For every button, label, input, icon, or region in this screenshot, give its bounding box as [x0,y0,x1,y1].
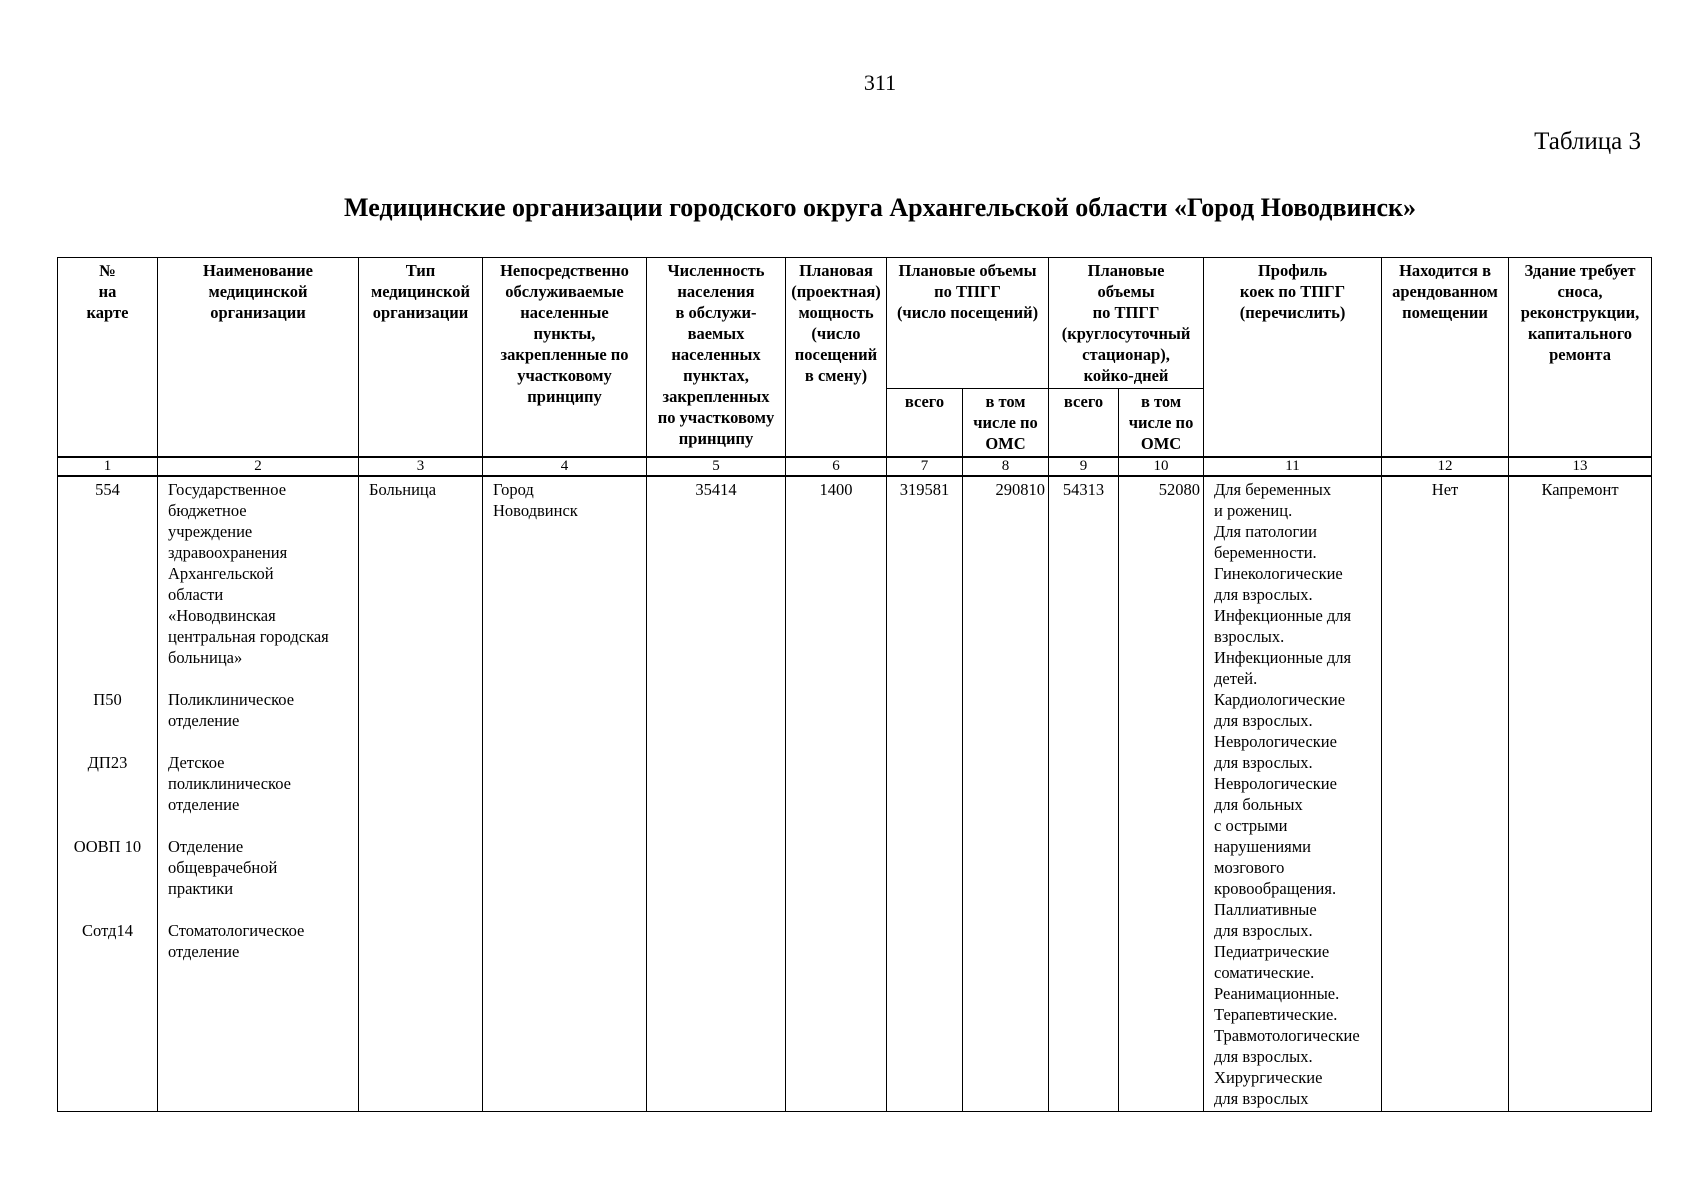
header-capacity [786,258,887,458]
text-line: закрепленных [662,387,770,406]
header-visits-total [887,389,963,458]
text-line: для больных [1214,795,1303,814]
text-line: Сотд14 [82,921,133,940]
medical-organizations-table [57,257,1652,1112]
text-line [61,899,154,920]
population-cell: 35414 [647,476,786,1112]
text-line: населенные [520,303,609,322]
text-line: всего [904,392,945,411]
column-number: 10 [1119,457,1204,476]
text-line: обслуживаемые [505,282,624,301]
text-line [61,815,154,836]
text-line: (число посещений) [896,303,1039,322]
text-line [61,878,154,899]
text-line: Кардиологические [1214,690,1346,709]
text-line: и рожениц. [1214,501,1293,520]
text-line: пунктах, [683,366,749,385]
building-state-cell: Капремонт [1509,476,1652,1112]
org-name-cell [158,476,359,1112]
text-line: Численность [667,261,765,280]
text-line: в смену) [804,366,868,385]
text-line: (число [811,324,861,343]
text-line: Непосредственно [500,261,629,280]
text-line: ОМС [1140,434,1182,453]
text-line: области [168,585,224,604]
text-line: Хирургические [1214,1068,1323,1087]
text-line: соматические. [1214,963,1315,982]
table-label: Таблица 3 [1534,128,1641,155]
text-line: здравоохранения [168,543,288,562]
column-number: 9 [1049,457,1119,476]
text-line [61,542,154,563]
table-row [58,476,1652,1112]
text-line: для взрослых [1214,1089,1309,1108]
text-line: пункты, [533,324,596,343]
text-line: Отделение [168,837,244,856]
text-line: Плановые объемы [898,261,1037,280]
text-line: больница» [168,648,243,667]
text-line: ОМС [985,434,1026,453]
text-line: населения [677,282,755,301]
text-line: ремонта [1549,345,1611,364]
text-line: на [98,282,117,301]
visits-oms-cell: 290810 [963,476,1049,1112]
text-line: (круглосуточный [1061,324,1191,343]
column-number: 5 [647,457,786,476]
text-line: отделение [168,711,240,730]
text-line: стационар), [1082,345,1170,364]
text-line: Стоматологическое [168,921,305,940]
text-line [61,710,154,731]
beddays-oms-cell: 52080 [1119,476,1204,1112]
text-line: Инфекционные для [1214,606,1352,625]
text-line [61,563,154,584]
text-line: Государственное [168,480,287,499]
text-line: ООВП 10 [73,837,142,856]
text-line [61,794,154,815]
text-line: нарушениями [1214,837,1312,856]
org-type-cell: Больница [359,476,483,1112]
text-line: Профиль [1257,261,1328,280]
text-line: отделение [168,795,240,814]
text-line: Травмотологические [1214,1026,1360,1045]
text-line: (перечислить) [1239,303,1346,322]
column-number: 1 [58,457,158,476]
text-line [61,521,154,542]
text-line: Архангельской [168,564,274,583]
text-line: Тип [405,261,436,280]
header-building-state [1509,258,1652,458]
text-line: по участковому [657,408,775,427]
column-number: 11 [1204,457,1382,476]
text-line: койко-дней [1083,366,1169,385]
text-line: коек по ТПГГ [1239,282,1346,301]
text-line: по ТПГГ [934,282,1001,301]
text-line: центральная городская [168,627,329,646]
text-line: в том [1140,392,1182,411]
map-number-cell [58,476,158,1112]
header-bed-days [1049,258,1204,389]
text-line: числе по [973,413,1038,432]
text-line: Находится в [1399,261,1491,280]
text-line: Наименование [203,261,313,280]
text-line [168,731,355,752]
text-line [168,668,355,689]
text-line: по ТПГГ [1092,303,1160,322]
text-line: медицинской [208,282,308,301]
visits-total-cell: 319581 [887,476,963,1112]
column-number: 12 [1382,457,1509,476]
column-number: 6 [786,457,887,476]
text-line: бюджетное [168,501,247,520]
text-line: Плановая [799,261,873,280]
bed-profiles-cell [1204,476,1382,1112]
text-line: Гинекологические [1214,564,1343,583]
text-line: Город [493,480,534,499]
header-settlements [483,258,647,458]
text-line: ваемых [687,324,745,343]
capacity-cell: 1400 [786,476,887,1112]
header-org-name [158,258,359,458]
header-visits [887,258,1049,389]
text-line: закрепленные по [500,345,629,364]
text-line: в обслужи- [675,303,757,322]
text-line: для взрослых. [1214,711,1313,730]
text-line: Новодвинск [493,501,578,520]
column-number: 7 [887,457,963,476]
text-line: с острыми [1214,816,1288,835]
text-line: Здание требует [1524,261,1636,280]
header-rented [1382,258,1509,458]
text-line [168,815,355,836]
text-line: Терапевтические. [1214,1005,1338,1024]
header-map-number [58,258,158,458]
text-line [61,626,154,647]
text-line: общеврачебной [168,858,278,877]
header-visits-oms [963,389,1049,458]
text-line: мощность [798,303,874,322]
text-line: Паллиативные [1214,900,1317,919]
settlements-cell [483,476,647,1112]
text-line: объемы [1097,282,1155,301]
text-line: реконструкции, [1520,303,1640,322]
text-line: организации [372,303,469,322]
text-line: практики [168,879,234,898]
text-line: мозгового [1214,858,1285,877]
page-title: Медицинские организации городского округа Архангельской области «Город Новодвинск» [344,193,1416,222]
text-line: кровообращения. [1214,879,1337,898]
header-beddays-total [1049,389,1119,458]
text-line: в том [985,392,1026,411]
text-line: сноса, [1557,282,1603,301]
column-number-row [58,457,1652,476]
text-line: числе по [1128,413,1194,432]
header-org-type [359,258,483,458]
text-line: Педиатрические [1214,942,1330,961]
page-number: 311 [863,70,897,95]
text-line: посещений [794,345,878,364]
text-line: взрослых. [1214,627,1285,646]
column-number: 2 [158,457,359,476]
header-population [647,258,786,458]
text-line [61,773,154,794]
text-line [61,605,154,626]
text-line: организации [210,303,306,322]
text-line: детей. [1214,669,1258,688]
text-line: Для патологии [1214,522,1317,541]
text-line: для взрослых. [1214,921,1313,940]
text-line: поликлиническое [168,774,291,793]
text-line: (проектная) [791,282,881,301]
text-line: принципу [678,429,754,448]
text-line: № [99,261,116,280]
text-line: ДП23 [87,753,128,772]
text-line: для взрослых. [1214,1047,1313,1066]
text-line: «Новодвинская [168,606,276,625]
text-line: учреждение [168,522,253,541]
text-line: Неврологические [1214,774,1337,793]
text-line: принципу [527,387,602,406]
header-bed-profiles [1204,258,1382,458]
text-line [61,731,154,752]
text-line: участковому [517,366,612,385]
text-line: медицинской [370,282,471,301]
text-line: Инфекционные для [1214,648,1352,667]
text-line: Для беременных [1214,480,1332,499]
text-line [168,899,355,920]
text-line [61,857,154,878]
text-line: беременности. [1214,543,1317,562]
text-line: Реанимационные. [1214,984,1340,1003]
text-line: всего [1063,392,1104,411]
text-line: Плановые [1087,261,1165,280]
text-line [61,500,154,521]
column-number: 4 [483,457,647,476]
text-line: арендованном [1392,282,1498,301]
column-number: 8 [963,457,1049,476]
text-line: Неврологические [1214,732,1337,751]
text-line: карте [86,303,129,322]
text-line: 554 [95,480,120,499]
text-line: отделение [168,942,240,961]
text-line: населенных [671,345,761,364]
text-line: П50 [93,690,122,709]
text-line [61,668,154,689]
column-number: 13 [1509,457,1652,476]
text-line [61,647,154,668]
text-line: помещении [1402,303,1488,322]
text-line [61,584,154,605]
text-line: Детское [168,753,225,772]
beddays-total-cell: 54313 [1049,476,1119,1112]
text-line: для взрослых. [1214,753,1313,772]
text-line: для взрослых. [1214,585,1313,604]
column-number: 3 [359,457,483,476]
header-beddays-oms [1119,389,1204,458]
text-line: капитального [1527,324,1633,343]
text-line: Поликлиническое [168,690,295,709]
rented-cell: Нет [1382,476,1509,1112]
